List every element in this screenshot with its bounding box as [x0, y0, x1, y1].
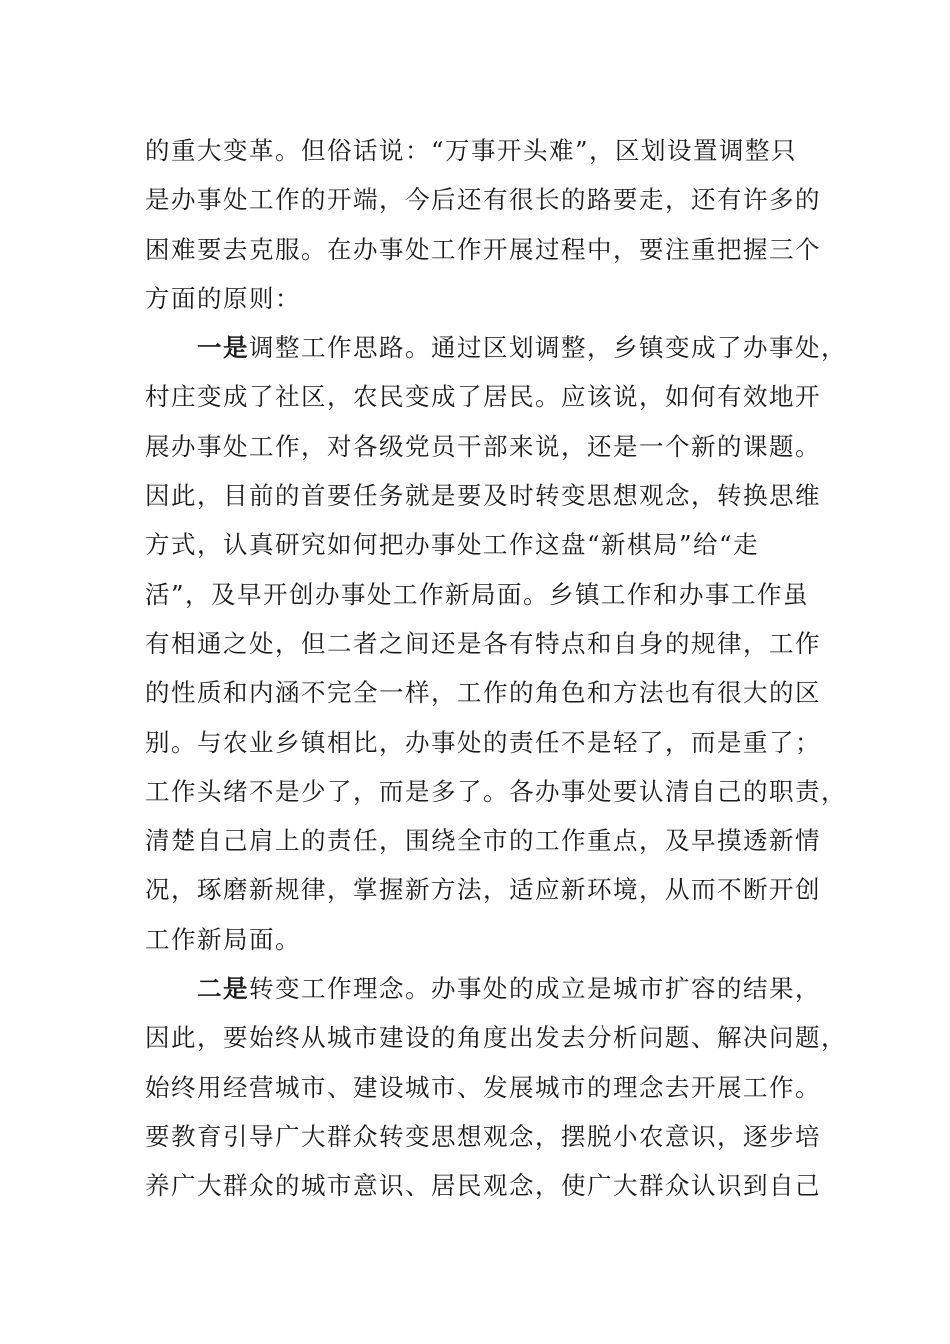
paragraph-lead: 二是	[197, 974, 249, 1004]
text-line: 的重大变革。但俗话说：“万事开头难”，区划设置调整只	[145, 136, 798, 165]
text-line: 别。与农业乡镇相比，办事处的责任不是轻了，而是重了；	[145, 727, 821, 757]
text-line: 始终用经营城市、建设城市、发展城市的理念去开展工作。	[145, 1072, 821, 1102]
text-line: 展办事处工作，对各级党员干部来说，还是一个新的课题。	[145, 431, 821, 461]
text-line: 活”，及早开创办事处工作新局面。乡镇工作和办事工作虽	[145, 579, 810, 609]
paragraph-first-line	[145, 323, 847, 372]
text-line: 因此，要始终从城市建设的角度出发去分析问题、解决问题，	[145, 1023, 847, 1053]
paragraph-first-text: 调整工作思路。通过区划调整，乡镇变成了办事处，	[249, 333, 847, 363]
text-line: 是办事处工作的开端，今后还有很长的路要走，还有许多的	[145, 185, 821, 215]
text-line: 方式，认真研究如何把办事处工作这盘“新棋局”给“走	[145, 530, 760, 560]
text-line: 有相通之处，但二者之间还是各有特点和自身的规律，工作	[145, 628, 821, 658]
text-line: 要教育引导广大群众转变思想观念，摆脱小农意识，逐步培	[145, 1121, 821, 1151]
text-line: 况，琢磨新规律，掌握新方法，适应新环境，从而不断开创	[145, 875, 821, 905]
text-line: 养广大群众的城市意识、居民观念，使广大群众认识到自己	[145, 1171, 821, 1201]
text-line: 清楚自己肩上的责任，围绕全市的工作重点，及早摸透新情	[145, 826, 821, 856]
text-line: 工作头绪不是少了，而是多了。各办事处要认清自己的职责，	[145, 776, 847, 806]
text-line: 的性质和内涵不完全一样，工作的角色和方法也有很大的区	[145, 678, 821, 708]
text-line: 困难要去克服。在办事处工作开展过程中，要注重把握三个	[145, 234, 821, 264]
paragraph-lead: 一是	[197, 333, 249, 363]
paragraph-first-text: 转变工作理念。办事处的成立是城市扩容的结果，	[249, 974, 821, 1004]
text-line: 村庄变成了社区，农民变成了居民。应该说，如何有效地开	[145, 382, 821, 412]
paragraph-first-line	[145, 964, 821, 1013]
document-body	[145, 126, 847, 1211]
text-line: 工作新局面。	[145, 924, 301, 954]
text-line: 因此，目前的首要任务就是要及时转变思想观念，转换思维	[145, 481, 821, 511]
text-line: 方面的原则：	[145, 283, 301, 313]
